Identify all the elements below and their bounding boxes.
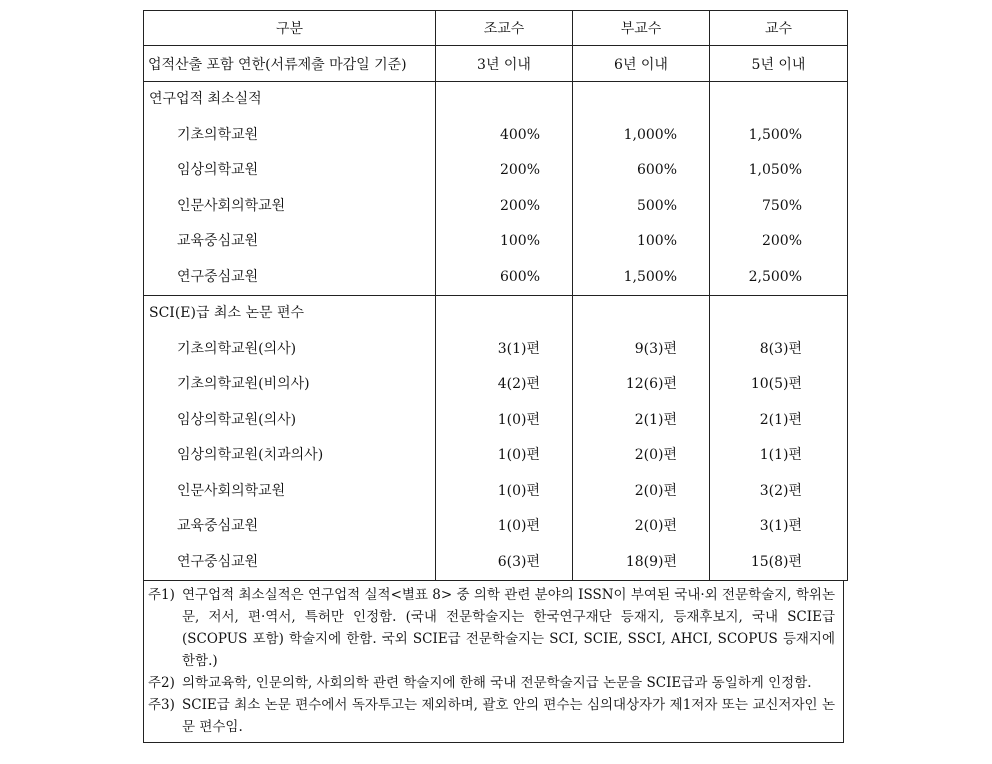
cell-value: 3(2)편: [759, 482, 802, 499]
cell-value: 100%: [499, 233, 540, 249]
period-value: 3년 이내: [436, 46, 573, 82]
footnote: [148, 672, 843, 694]
row-label: 임상의학교원(치과의사): [177, 447, 324, 463]
cell-value: 3(1)편: [759, 518, 802, 534]
associate-values: [573, 82, 710, 296]
cell-value: 1(0)편: [497, 447, 540, 463]
cell-value: 4(2)편: [497, 376, 540, 392]
section-labels: [144, 82, 436, 296]
section-research-minimum: [144, 82, 848, 296]
row-label: 교육중심교원: [177, 233, 259, 249]
period-label: 업적산출 포함 연한(서류제출 마감일 기준): [144, 46, 436, 82]
footnotes: [143, 581, 844, 743]
cell-value: 100%: [636, 233, 677, 249]
cell-value: 200%: [499, 197, 540, 214]
cell-value: 200%: [499, 162, 540, 178]
assistant-values: [436, 82, 573, 296]
row-label: 기초의학교원(비의사): [177, 376, 310, 392]
row-label: 인문사회의학교원: [177, 482, 286, 499]
document: [143, 10, 847, 743]
cell-value: 600%: [636, 162, 677, 178]
header-professor: 교수: [710, 11, 848, 46]
cell-value: 8(3)편: [759, 340, 802, 357]
cell-value: 600%: [499, 268, 540, 285]
row-label: 연구중심교원: [177, 553, 259, 570]
period-row: [144, 46, 848, 82]
cell-value: 500%: [636, 197, 677, 214]
associate-values: [573, 296, 710, 581]
row-label: 임상의학교원(의사): [177, 411, 297, 428]
footnote-tag: 주3): [148, 697, 175, 713]
assistant-values: [436, 296, 573, 581]
cell-value: 1(0)편: [497, 518, 540, 534]
cell-value: 2(0)편: [634, 447, 677, 463]
header-assistant-professor: 조교수: [436, 11, 573, 46]
footnote: [148, 584, 843, 672]
cell-value: 18(9)편: [625, 553, 677, 570]
criteria-table: [143, 10, 848, 581]
section-title: 연구업적 최소실적: [149, 91, 262, 107]
row-label: 기초의학교원: [177, 126, 259, 143]
footnote-tag: 주2): [148, 675, 175, 691]
footnote-text: 연구업적 최소실적은 연구업적 실적<별표 8> 중 의학 관련 분야의 ISSN이 부여된 국내·외 전문학술지, 학위논문, 저서, 편·역서, 특허만 인정함. (국내 전문학술지는 한국연구재단 등재지, 등재후보지, 국내 SCIE급(SCOPUS 포함) 학술지에 한함. 국외 SCIE급 전문학술지는 SCI, SCIE, SSCI, AHCI, SCOPUS 등재지에 한함.): [182, 587, 835, 669]
header-row: [144, 11, 848, 46]
footnote: [148, 694, 843, 738]
cell-value: 1(1)편: [759, 447, 802, 463]
cell-value: 1,500%: [748, 126, 802, 143]
row-label: 기초의학교원(의사): [177, 340, 297, 357]
professor-values: [710, 82, 848, 296]
professor-values: [710, 296, 848, 581]
row-label: 연구중심교원: [177, 268, 259, 285]
period-value: 5년 이내: [710, 46, 848, 82]
cell-value: 1(0)편: [497, 411, 540, 428]
cell-value: 6(3)편: [497, 553, 540, 570]
period-value: 6년 이내: [573, 46, 710, 82]
cell-value: 9(3)편: [634, 340, 677, 357]
cell-value: 3(1)편: [497, 340, 540, 357]
footnote-text: 의학교육학, 인문의학, 사회의학 관련 학술지에 한해 국내 전문학술지급 논문을 SCIE급과 동일하게 인정함.: [182, 675, 812, 691]
cell-value: 10(5)편: [750, 376, 802, 392]
cell-value: 1,000%: [623, 126, 677, 143]
cell-value: 1,050%: [748, 162, 802, 178]
cell-value: 2(1)편: [759, 411, 802, 428]
cell-value: 400%: [499, 126, 540, 143]
section-sci-papers: [144, 296, 848, 581]
cell-value: 2(0)편: [634, 518, 677, 534]
cell-value: 2(1)편: [634, 411, 677, 428]
header-associate-professor: 부교수: [573, 11, 710, 46]
cell-value: 2,500%: [748, 268, 802, 285]
cell-value: 750%: [761, 197, 802, 214]
header-category: 구분: [144, 11, 436, 46]
cell-value: 15(8)편: [750, 553, 802, 570]
section-labels: [144, 296, 436, 581]
row-label: 임상의학교원: [177, 162, 259, 178]
section-title: SCI(E)급 최소 논문 편수: [149, 305, 304, 321]
footnote-text: SCIE급 최소 논문 편수에서 독자투고는 제외하며, 괄호 안의 편수는 심의대상자가 제1저자 또는 교신저자인 논문 편수임.: [182, 697, 835, 735]
row-label: 인문사회의학교원: [177, 197, 286, 214]
cell-value: 1(0)편: [497, 482, 540, 499]
cell-value: 200%: [761, 233, 802, 249]
cell-value: 2(0)편: [634, 482, 677, 499]
row-label: 교육중심교원: [177, 518, 259, 534]
footnote-tag: 주1): [148, 587, 175, 603]
cell-value: 12(6)편: [625, 376, 677, 392]
cell-value: 1,500%: [623, 268, 677, 285]
